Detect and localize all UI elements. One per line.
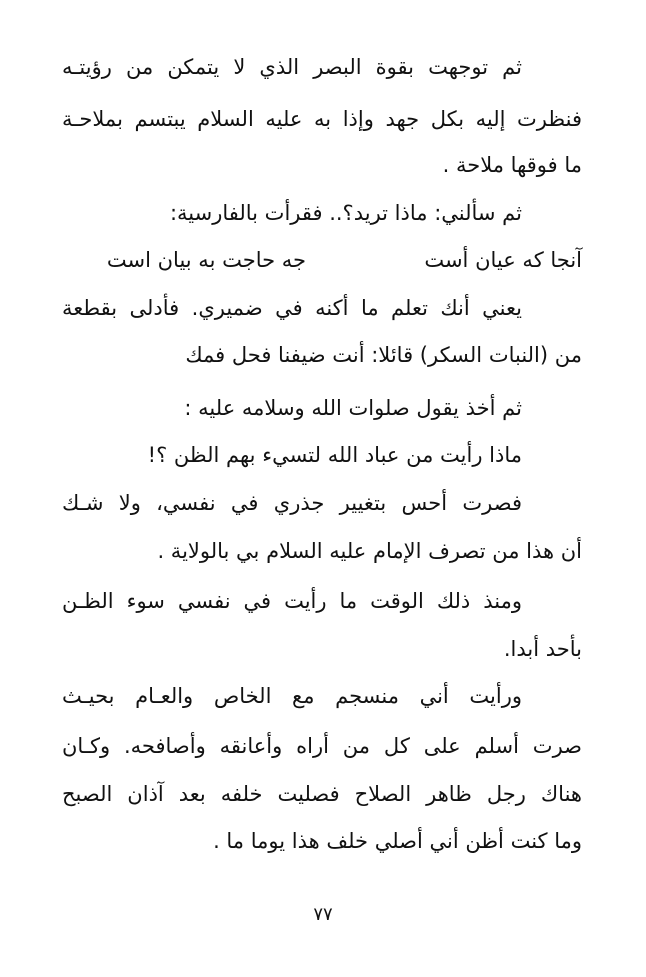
text-line-2: فنظرت إليه بكل جهد وإذا به عليه السلام يبتسم بملاحـة xyxy=(62,107,582,131)
text-line-5: يعني أنك تعلم ما أكنه في ضميري. فأدلى بقطعة xyxy=(62,296,522,320)
page-number: ٧٧ xyxy=(313,904,333,925)
verse-first-half: آنجا كه عيان أست xyxy=(424,248,582,272)
text-line-8: ماذا رأيت من عباد الله لتسيء بهم الظن ؟! xyxy=(147,443,522,467)
text-line-16: وما كنت أظن أني أصلي خلف هذا يوما ما . xyxy=(213,829,582,853)
persian-verse xyxy=(62,245,582,275)
text-line-1: ثم توجهت بقوة البصر الذي لا يتمكن من رؤيتـه xyxy=(62,55,522,79)
text-line-4: ثم سألني: ماذا تريد؟.. فقرأت بالفارسية: xyxy=(169,201,522,225)
text-line-14: صرت أسلم على كل من أراه وأعانقه وأصافحه. وكـان xyxy=(62,734,582,758)
text-line-3: ما فوقها ملاحة . xyxy=(442,153,582,177)
text-line-12: بأحد أبدا. xyxy=(503,637,582,661)
text-line-15: هناك رجل ظاهر الصلاح فصليت خلفه بعد آذان الصبح xyxy=(62,782,582,806)
text-line-7: ثم أخذ يقول صلوات الله وسلامه عليه : xyxy=(184,396,522,420)
verse-second-half: جه حاجت به بيان است xyxy=(106,248,306,272)
text-line-6: من (النبات السكر) قائلا: أنت ضيفنا فحل فمك xyxy=(185,343,582,367)
text-line-11: ومنذ ذلك الوقت ما رأيت في نفسي سوء الظـن xyxy=(62,589,522,613)
text-line-10: أن هذا من تصرف الإمام عليه السلام بي بالولاية . xyxy=(157,539,582,563)
text-line-13: ورأيت أني منسجم مع الخاص والعـام بحيـث xyxy=(62,684,522,708)
text-line-9: فصرت أحس بتغيير جذري في نفسي، ولا شـك xyxy=(62,491,522,515)
